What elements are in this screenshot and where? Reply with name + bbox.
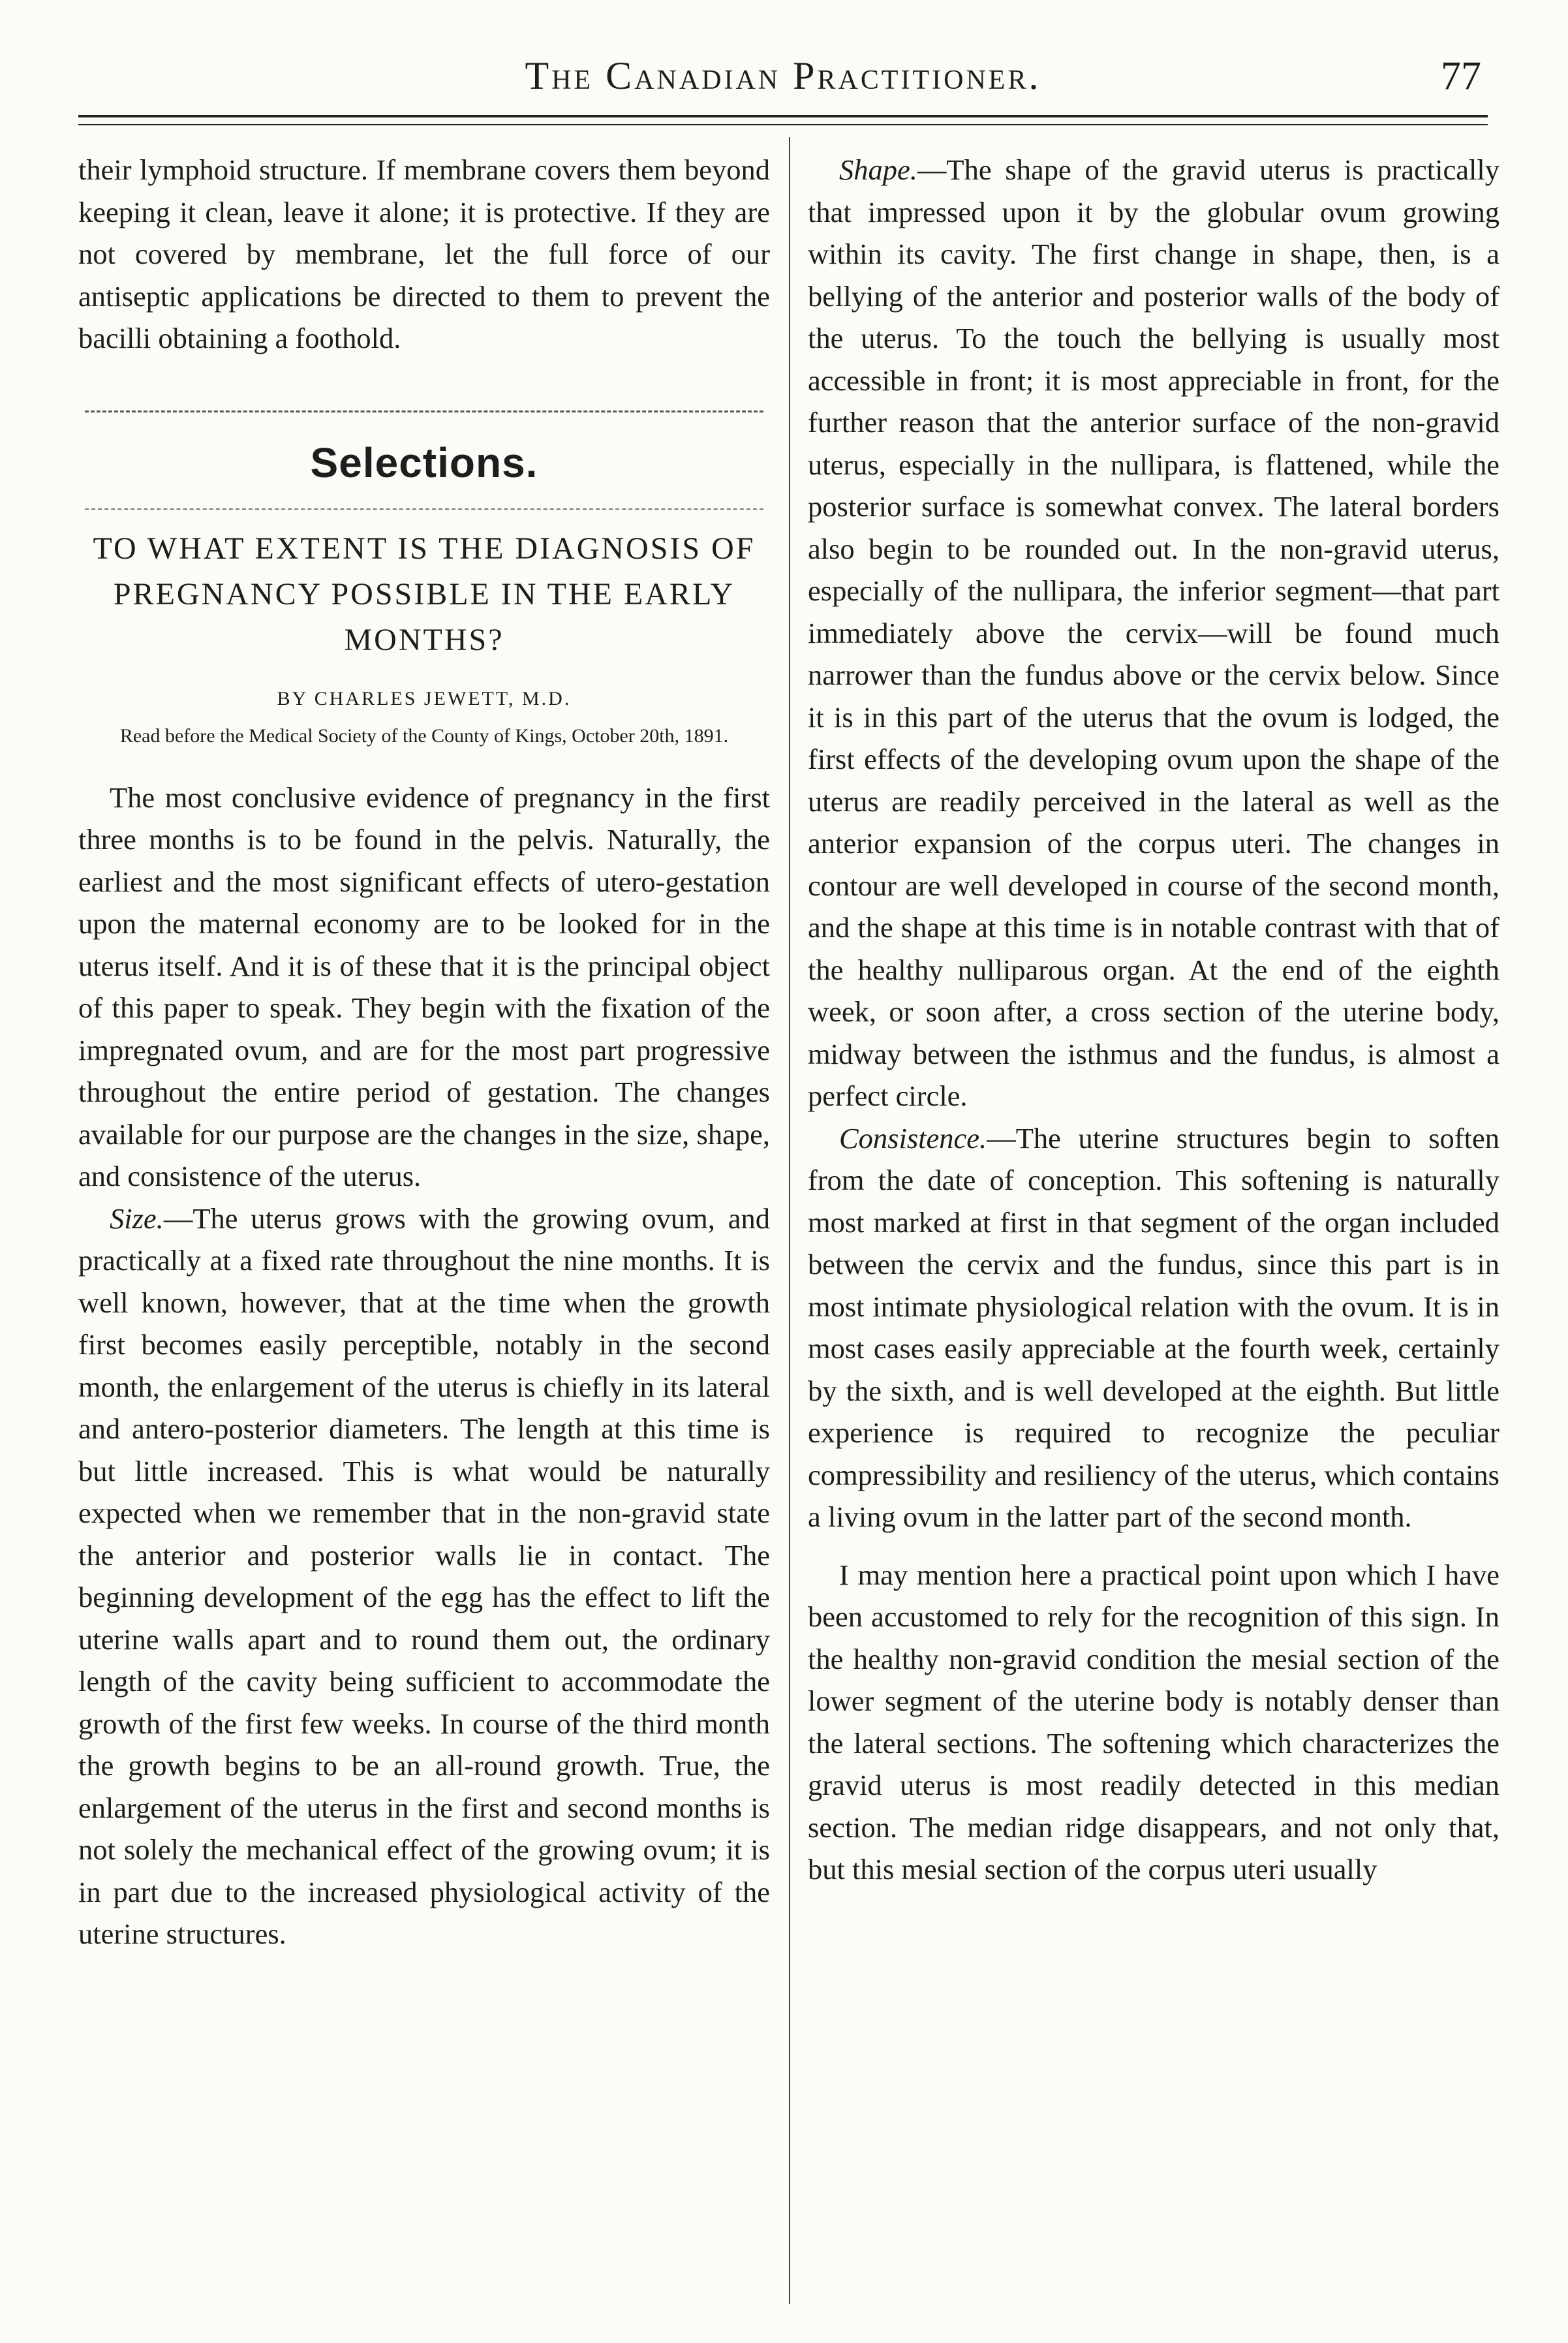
size-paragraph [78, 1198, 770, 1955]
header-rule-thick [78, 115, 1488, 117]
practical-paragraph: I may mention here a practical point upon which I have been accustomed to rely for the recognition of this sign. In the healthy non-gravid condition the mesial section of the lower segment of the uterine body is notably denser than the lateral sections. The softening which characterizes the gravid uterus is most readily detected in this median section. The median ridge disappears, and not only that, but this mesial section of the corpus uteri usually [808, 1558, 1499, 1885]
size-label: Size. [110, 1202, 164, 1235]
page-header [78, 54, 1488, 112]
shape-label: Shape. [839, 153, 917, 186]
byline: BY CHARLES JEWETT, M.D. [277, 687, 572, 709]
intro-paragraph: The most conclusive evidence of pregnancy in the first three months is to be found in the pelvis. Naturally, the earliest and the most significant effects of utero-gestation upon the maternal economy are to be looked for in the uterus itself. And it is of these that it is the principal object of this paper to speak. They begin with the fixation of the impregnated ovum, and are for the most part progressive throughout the entire period of gestation. The changes available for our purpose are the changes in the size, shape, and consistence of the uterus. [78, 781, 770, 1192]
consistence-text: —The uterine structures begin to soften from the date of conception. This softening is naturally most marked at first in that segment of the organ included between the cervix and the fundus, since this part is in most intimate physiological relation with the ovum. It is in most cases easily appreciable at the fourth week, certainly by the sixth, and is well developed at the eighth. But little experience is required to recognize the peculiar compressibility and resiliency of the uterus, which contains a living ovum in the latter part of the second month. [808, 1121, 1499, 1533]
consistence-label: Consistence. [839, 1121, 987, 1155]
continued-paragraph: their lymphoid structure. If membrane covers them beyond keeping it clean, leave it alone; it is protective. If they are not covered by membrane, let the full force of our antiseptic applications be directed to them to prevent the bacilli obtaining a foothold. [78, 153, 770, 354]
read-note: Read before the Medical Society of the County of Kings, October 20th, 1891. [119, 724, 729, 747]
size-text: —The uterus grows with the growing ovum, and practically at a fixed rate throughout the nine months. It is well known, however, that at the time when the growth first becomes easily perceptible, notably in the second month, the enlargement of the uterus is chiefly in its lateral and antero-posterior diameters. The length at this time is but little increased. This is what would be naturally expected when we remember that in the non-gravid state the anterior and posterior walls lie in contact. The beginning development of the egg has the effect to lift the uterine walls apart and to round them out, the ordinary length of the cavity being sufficient to accommodate the growth of the first few weeks. In course of the third month the growth begins to be an all-round growth. True, the enlargement of the uterus in the first and second months is not solely the mechanical effect of the growing ovum; it is in part due to the increased physiological activity of the uterine structures. [78, 1202, 770, 1950]
left-column [78, 149, 770, 1955]
right-column [808, 149, 1499, 1891]
header-rule-thin [78, 124, 1488, 125]
section-heading: Selections. [310, 439, 538, 486]
consistence-paragraph [808, 1117, 1499, 1538]
article-title: TO WHAT EXTENT IS THE DIAGNOSIS OF PREGNANCY POSSIBLE IN THE EARLY MONTHS? [93, 531, 756, 657]
section-separator [85, 411, 763, 414]
heading-separator [85, 508, 763, 512]
column-divider [789, 137, 790, 2304]
page-number: 77 [1441, 54, 1481, 99]
shape-paragraph [808, 149, 1499, 1117]
running-title: The Canadian Practitioner. [525, 54, 1041, 97]
shape-text: —The shape of the gravid uterus is practically that impressed upon it by the globular ovum growing within its cavity. The first change in shape, then, is a bellying of the anterior and posterior walls of the body of the uterus. To the touch the bellying is usually most accessible in front; it is most appreciable in front, for the further reason that the anterior surface of the non-gravid uterus, especially in the nullipara, is flattened, while the posterior surface is somewhat convex. The lateral borders also begin to be rounded out. In the non-gravid uterus, especially of the nullipara, the inferior segment—that part immediately above the cervix—will be found much narrower than the fundus above or the cervix below. Since it is in this part of the uterus that the ovum is lodged, the first effects of the developing ovum upon the shape of the uterus are readily perceived in the lateral as well as the anterior expansion of the corpus uteri. The changes in contour are well developed in course of the second month, and the shape at this time is in notable contrast with that of the healthy nulliparous organ. At the end of the eighth week, or soon after, a cross section of the uterine body, midway between the isthmus and the fundus, is almost a perfect circle. [808, 153, 1499, 1112]
paragraph-gap [808, 1538, 1499, 1554]
